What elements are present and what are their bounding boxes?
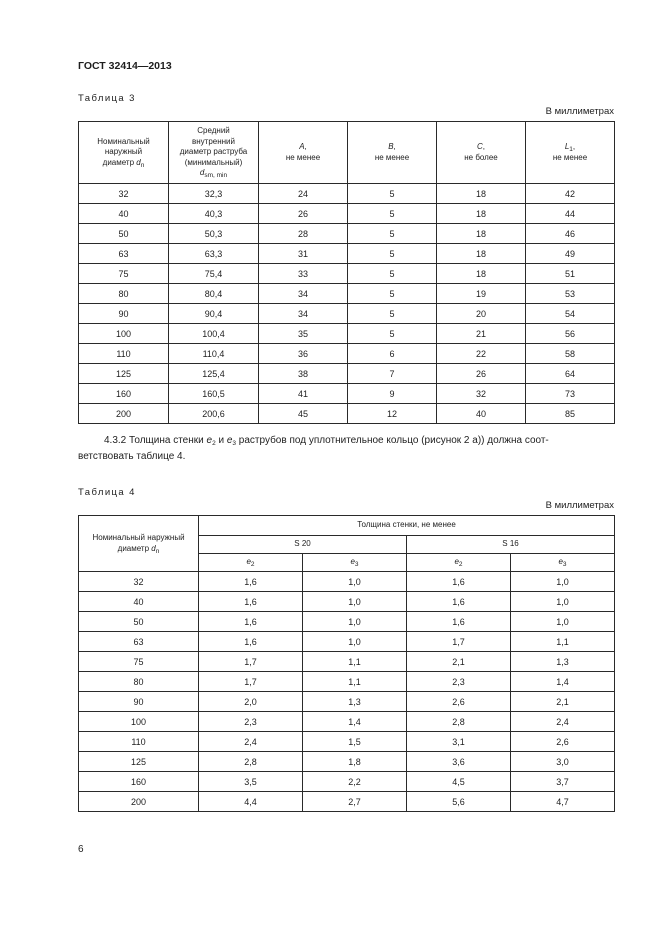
table-cell: 80,4 [169, 284, 259, 304]
table-cell: 90,4 [169, 304, 259, 324]
table-cell: 1,6 [199, 612, 303, 632]
table-cell: 3,7 [511, 772, 615, 792]
table-cell: 4,5 [407, 772, 511, 792]
table-cell: 63 [79, 244, 169, 264]
table-cell: 32,3 [169, 184, 259, 204]
table-cell: 33 [259, 264, 348, 284]
table3-row [79, 324, 615, 344]
table-cell: 1,3 [511, 652, 615, 672]
table-cell: 200,6 [169, 404, 259, 424]
table-cell: 2,3 [407, 672, 511, 692]
table3-units: В миллиметрах [545, 106, 614, 117]
table4-row [79, 672, 615, 692]
table3-row [79, 384, 615, 404]
table-cell: 2,4 [199, 732, 303, 752]
table-cell: 100 [79, 712, 199, 732]
table-cell: 4,4 [199, 792, 303, 812]
table-cell: 50 [79, 612, 199, 632]
table-cell: 36 [259, 344, 348, 364]
table-cell: 75 [79, 264, 169, 284]
table-cell: 22 [437, 344, 526, 364]
table-cell: 40 [79, 204, 169, 224]
table-cell: 40,3 [169, 204, 259, 224]
table-cell: 20 [437, 304, 526, 324]
table-cell: 3,1 [407, 732, 511, 752]
table-cell: 5 [348, 204, 437, 224]
table-cell: 1,7 [199, 652, 303, 672]
table-cell: 1,3 [303, 692, 407, 712]
table-cell: 100,4 [169, 324, 259, 344]
table3-header-l1: $L_1$, не менее [526, 122, 615, 184]
table3-row [79, 184, 615, 204]
table-cell: 1,5 [303, 732, 407, 752]
table3-header-b: B, не менее [348, 122, 437, 184]
table-cell: 1,6 [199, 632, 303, 652]
table-cell: 32 [79, 184, 169, 204]
table-cell: 49 [526, 244, 615, 264]
table4-header-s16-e3: $e_3$ [511, 554, 615, 572]
table-cell: 160 [79, 384, 169, 404]
table-cell: 1,0 [303, 612, 407, 632]
table-cell: 5,6 [407, 792, 511, 812]
table-cell: 200 [79, 404, 169, 424]
table-cell: 56 [526, 324, 615, 344]
table-cell: 1,7 [407, 632, 511, 652]
table-cell: 5 [348, 264, 437, 284]
table4-row [79, 652, 615, 672]
table-cell: 2,6 [407, 692, 511, 712]
table3-row [79, 244, 615, 264]
table-cell: 53 [526, 284, 615, 304]
table-cell: 1,0 [303, 572, 407, 592]
table-cell: 80 [79, 672, 199, 692]
table4-row [79, 792, 615, 812]
table-cell: 1,0 [511, 592, 615, 612]
table-cell: 110 [79, 344, 169, 364]
table-cell: 12 [348, 404, 437, 424]
table-cell: 1,6 [199, 592, 303, 612]
table-cell: 1,0 [303, 632, 407, 652]
table3 [78, 121, 615, 424]
table-cell: 125,4 [169, 364, 259, 384]
table-cell: 19 [437, 284, 526, 304]
table-cell: 26 [437, 364, 526, 384]
table4-caption: Таблица 4 [78, 487, 136, 498]
table4-row [79, 692, 615, 712]
table-cell: 125 [79, 752, 199, 772]
table4-row [79, 572, 615, 592]
table-cell: 75 [79, 652, 199, 672]
table4-header-nominal: Номинальный наружный диаметр $d_n$ [79, 516, 199, 572]
table-cell: 7 [348, 364, 437, 384]
table4-units: В миллиметрах [545, 500, 614, 511]
table-cell: 34 [259, 304, 348, 324]
table-cell: 3,5 [199, 772, 303, 792]
table-cell: 54 [526, 304, 615, 324]
table-cell: 1,6 [199, 572, 303, 592]
table-cell: 5 [348, 284, 437, 304]
table-cell: 85 [526, 404, 615, 424]
table3-header-a: A, не менее [259, 122, 348, 184]
table3-row [79, 264, 615, 284]
table-cell: 18 [437, 224, 526, 244]
table-cell: 100 [79, 324, 169, 344]
table-cell: 2,8 [199, 752, 303, 772]
table-cell: 2,1 [511, 692, 615, 712]
table-cell: 28 [259, 224, 348, 244]
table-cell: 1,0 [303, 592, 407, 612]
table-cell: 2,3 [199, 712, 303, 732]
table4-row [79, 752, 615, 772]
table-cell: 63 [79, 632, 199, 652]
document-header: ГОСТ 32414—2013 [78, 60, 172, 72]
table-cell: 1,6 [407, 612, 511, 632]
table-cell: 73 [526, 384, 615, 404]
table-cell: 90 [79, 692, 199, 712]
table-cell: 18 [437, 204, 526, 224]
table-cell: 1,7 [199, 672, 303, 692]
table-cell: 75,4 [169, 264, 259, 284]
table-cell: 1,6 [407, 592, 511, 612]
table-cell: 45 [259, 404, 348, 424]
table4-header-s20-e3: $e_3$ [303, 554, 407, 572]
page-number: 6 [78, 844, 84, 855]
table-cell: 5 [348, 304, 437, 324]
table-cell: 5 [348, 324, 437, 344]
table-cell: 32 [437, 384, 526, 404]
table-cell: 160 [79, 772, 199, 792]
table-cell: 1,4 [511, 672, 615, 692]
table-cell: 1,1 [303, 652, 407, 672]
table-cell: 18 [437, 264, 526, 284]
table-cell: 1,6 [407, 572, 511, 592]
table-cell: 1,1 [303, 672, 407, 692]
table-cell: 1,0 [511, 572, 615, 592]
table4-row [79, 772, 615, 792]
table-cell: 125 [79, 364, 169, 384]
table3-caption: Таблица 3 [78, 93, 136, 104]
table-cell: 5 [348, 244, 437, 264]
table3-header-nominal: Номинальный наружный диаметр $d_n$ [79, 122, 169, 184]
table-cell: 5 [348, 184, 437, 204]
table-cell: 1,0 [511, 612, 615, 632]
table4-row [79, 632, 615, 652]
table3-header-row [79, 122, 615, 184]
table-cell: 41 [259, 384, 348, 404]
table-cell: 200 [79, 792, 199, 812]
table-cell: 3,0 [511, 752, 615, 772]
table4-header-s16-e2: $e_2$ [407, 554, 511, 572]
table-cell: 50,3 [169, 224, 259, 244]
table-cell: 110,4 [169, 344, 259, 364]
table-cell: 63,3 [169, 244, 259, 264]
table4-header-s20: S 20 [199, 536, 407, 554]
table-cell: 9 [348, 384, 437, 404]
table-cell: 110 [79, 732, 199, 752]
table-cell: 2,8 [407, 712, 511, 732]
table4 [78, 515, 615, 812]
table-cell: 46 [526, 224, 615, 244]
table3-row [79, 404, 615, 424]
table-cell: 2,0 [199, 692, 303, 712]
table4-header-s16: S 16 [407, 536, 615, 554]
table-cell: 40 [79, 592, 199, 612]
table-cell: 38 [259, 364, 348, 384]
table4-row [79, 712, 615, 732]
table-cell: 26 [259, 204, 348, 224]
paragraph-4-3-2: 4.3.2 Толщина стенки $e_2$ и $e_3$ раструбов под уплотнительное кольцо (рисунок 2 а)) должна соот- ветствовать таблице 4. [78, 435, 549, 462]
table-cell: 35 [259, 324, 348, 344]
table-cell: 40 [437, 404, 526, 424]
table4-header-wall-thickness: Толщина стенки, не менее [199, 516, 615, 536]
table-cell: 90 [79, 304, 169, 324]
table-cell: 1,8 [303, 752, 407, 772]
table-cell: 2,7 [303, 792, 407, 812]
table3-header-c: C, не более [437, 122, 526, 184]
table3-row [79, 204, 615, 224]
table-cell: 31 [259, 244, 348, 264]
table4-row [79, 612, 615, 632]
table-cell: 58 [526, 344, 615, 364]
table-cell: 2,1 [407, 652, 511, 672]
table3-row [79, 344, 615, 364]
table-cell: 3,6 [407, 752, 511, 772]
table-cell: 18 [437, 184, 526, 204]
table4-header-s20-e2: $e_2$ [199, 554, 303, 572]
table-cell: 2,4 [511, 712, 615, 732]
table-cell: 1,1 [511, 632, 615, 652]
table4-row [79, 732, 615, 752]
table-cell: 6 [348, 344, 437, 364]
table-cell: 51 [526, 264, 615, 284]
table-cell: 50 [79, 224, 169, 244]
table-cell: 21 [437, 324, 526, 344]
table-cell: 5 [348, 224, 437, 244]
table-cell: 34 [259, 284, 348, 304]
table3-row [79, 284, 615, 304]
table-cell: 32 [79, 572, 199, 592]
table-cell: 80 [79, 284, 169, 304]
table-cell: 24 [259, 184, 348, 204]
table-cell: 42 [526, 184, 615, 204]
table-cell: 2,2 [303, 772, 407, 792]
table-cell: 64 [526, 364, 615, 384]
table-cell: 2,6 [511, 732, 615, 752]
table3-row [79, 304, 615, 324]
table-cell: 4,7 [511, 792, 615, 812]
table3-row [79, 224, 615, 244]
table3-row [79, 364, 615, 384]
table-cell: 18 [437, 244, 526, 264]
table3-header-inner-diameter: Средний внутренний диаметр раструба (минимальный) $d_{sm, min}$ [169, 122, 259, 184]
table-cell: 1,4 [303, 712, 407, 732]
table-cell: 44 [526, 204, 615, 224]
table-cell: 160,5 [169, 384, 259, 404]
table4-row [79, 592, 615, 612]
